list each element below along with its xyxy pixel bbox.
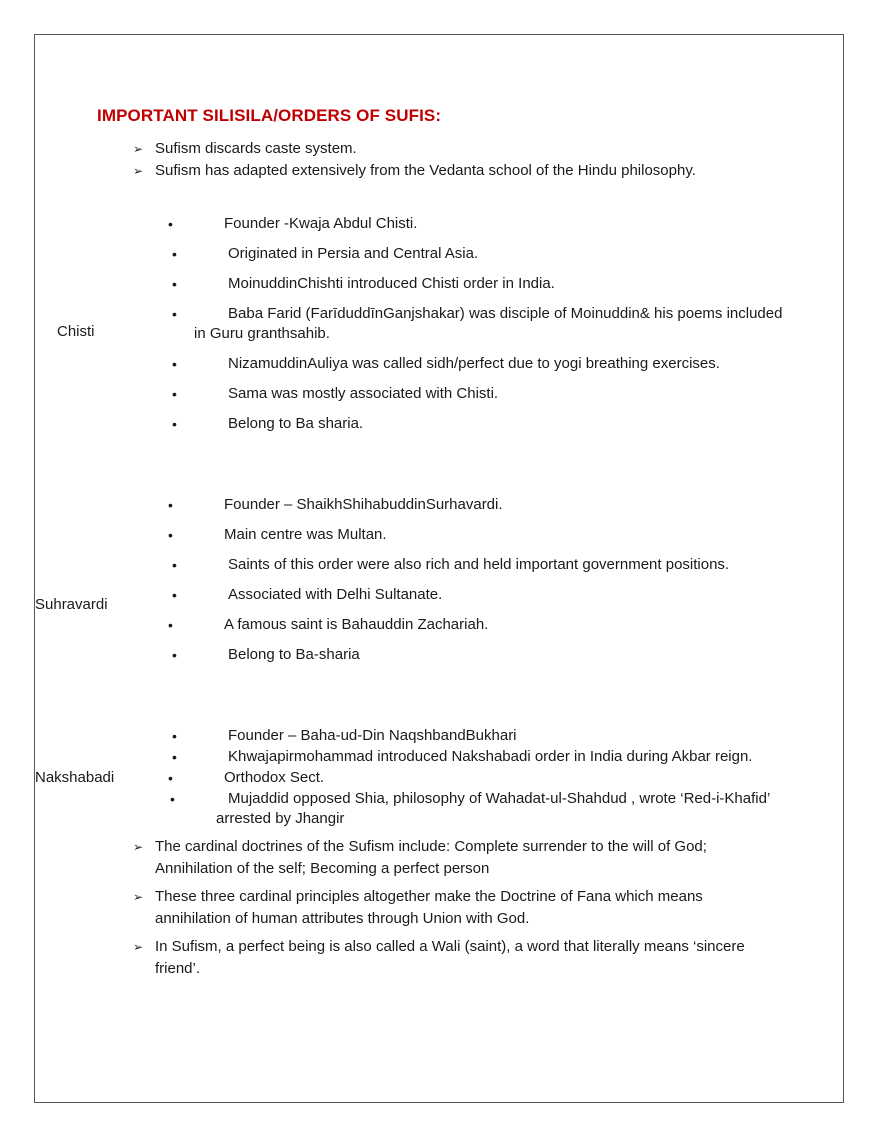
order-label-suhravardi: Suhravardi [35,596,108,613]
arrow-bullet-icon: ➢ [133,940,144,954]
bullet-icon: • [172,728,177,744]
nakshabadi-points [168,726,828,830]
bullet-icon: • [172,749,177,765]
bullet-icon: • [172,306,177,322]
arrow-bullet-icon: ➢ [133,890,144,904]
bullet-icon: • [168,617,173,633]
order-label-nakshabadi: Nakshabadi [35,769,115,786]
bullet-icon: • [172,356,177,372]
list-item: • Founder – ShaikhShihabuddinSurhavardi. [168,496,503,513]
bullet-icon: • [172,557,177,573]
arrow-bullet-icon: ➢ [133,840,144,854]
bullet-icon: • [172,647,177,663]
bullet-icon: • [172,587,177,603]
bullet-icon: • [172,276,177,292]
intro-list [133,138,696,182]
list-item: • Belong to Ba sharia. [172,415,364,432]
list-item: • Sama was mostly associated with Chisti. [172,385,499,402]
list-item: • A famous saint is Bahauddin Zachariah. [168,616,489,633]
arrow-bullet-icon: ➢ [133,142,144,156]
list-item: • Originated in Persia and Central Asia. [172,245,479,262]
suhravardi-points [168,495,828,675]
list-item: • Khwajapirmohammad introduced Nakshabadi order in India during Akbar reign. [172,748,753,765]
arrow-bullet-icon: ➢ [133,164,144,178]
list-item: ➢ In Sufism, a perfect being is also called a Wali (saint), a word that literally means ‘sincere friend’. [133,938,745,977]
closing-list [133,836,773,986]
list-item: ➢ Sufism discards caste system. [133,138,696,160]
order-label-chisti: Chisti [57,323,95,340]
list-item: • Mujaddid opposed Shia, philosophy of Wahadat-ul-Shahdud , wrote ‘Red-i-Khafid’ arrested by Jhangir [170,790,771,827]
list-item: • Saints of this order were also rich and held important government positions. [172,556,730,573]
bullet-icon: • [168,216,173,232]
chisti-points [168,214,828,444]
list-item: • Founder – Baha-ud-Din NaqshbandBukhari [172,727,517,744]
list-item: ➢ Sufism has adapted extensively from the Vedanta school of the Hindu philosophy. [133,160,696,182]
list-item: ➢ These three cardinal principles altogether make the Doctrine of Fana which means annihilation of human attributes through Union with God. [133,888,703,927]
page-title: IMPORTANT SILISILA/ORDERS OF SUFIS: [97,106,442,125]
bullet-icon: • [172,386,177,402]
bullet-icon: • [168,527,173,543]
list-item: • Orthodox Sect. [168,769,325,786]
list-item: • Main centre was Multan. [168,526,387,543]
list-item: • NizamuddinAuliya was called sidh/perfect due to yogi breathing exercises. [172,355,720,372]
list-item: • MoinuddinChishti introduced Chisti order in India. [172,275,555,292]
bullet-icon: • [172,246,177,262]
bullet-icon: • [172,416,177,432]
list-item: • Associated with Delhi Sultanate. [172,586,443,603]
bullet-icon: • [168,770,173,786]
list-item: • Belong to Ba-sharia [172,646,360,663]
list-item: ➢ The cardinal doctrines of the Sufism include: Complete surrender to the will of God; Annihilation of the self; Becoming a perfect person [133,838,707,877]
list-item: • Founder -Kwaja Abdul Chisti. [168,215,418,232]
bullet-icon: • [168,497,173,513]
bullet-icon: • [170,791,175,807]
list-item: • Baba Farid (FarīduddīnGanjshakar) was disciple of Moinuddin& his poems included in Guru granthsahib. [172,305,783,342]
